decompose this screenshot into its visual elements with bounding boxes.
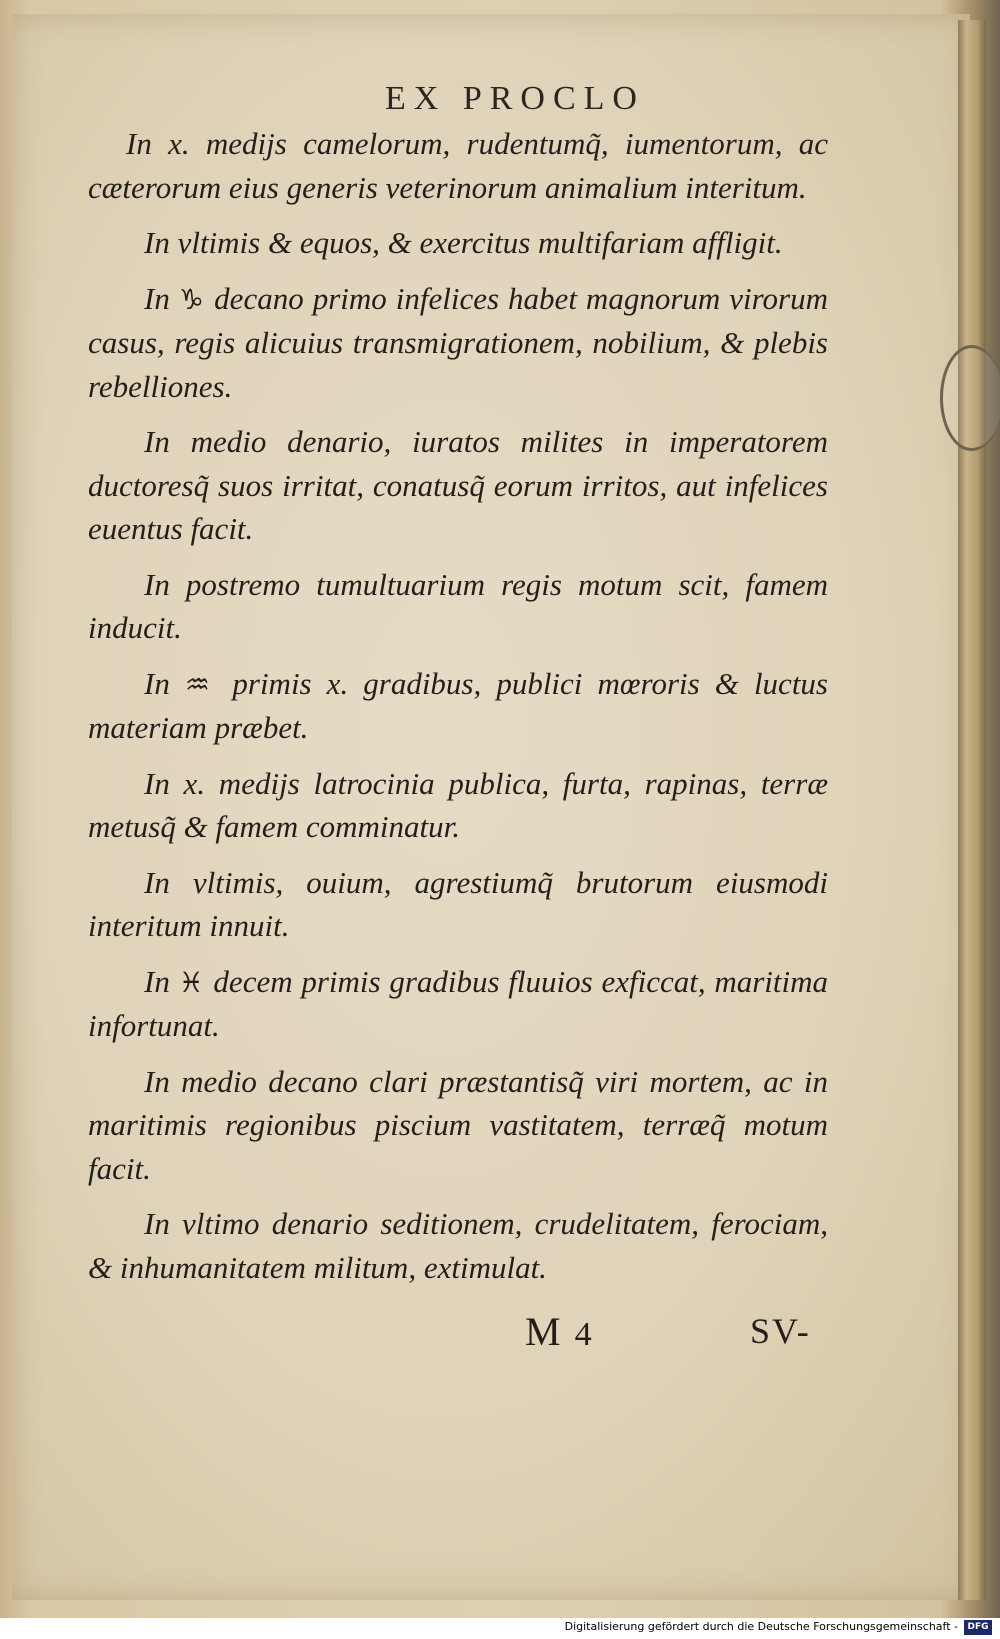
clasp-ring [940,345,1000,451]
paragraph: In vltimis & equos, & exercitus multifariam affligit. [144,225,783,260]
paragraph: In medio decano clari præstantisq̃ viri mortem, ac in maritimis regionibus piscium vastitatem, terræq̃ motum facit. [88,1063,828,1186]
body-text [88,122,828,1301]
running-title: EX PROCLO [385,80,645,117]
footer-credit: Digitalisierung gefördert durch die Deutsche Forschungsgemeinschaft - [564,1620,958,1633]
paragraph: In medio denario, iuratos milites in imperatorem ductoresq̃ suos irritat, conatusq̃ eorum irritos, aut infelices euentus facit. [88,424,828,546]
catchword: SV- [750,1311,811,1351]
capricorn-icon: ♑ [178,282,206,316]
paragraph: In postremo tumultuarium regis motum scit, famem inducit. [88,566,828,645]
signature-letter: M [525,1309,561,1354]
paragraph: In vltimo denario seditionem, crudelitatem, ferociam, & inhumanitatem militum, extimulat. [88,1206,828,1285]
signature-number: 4 [574,1316,592,1353]
digitization-footer [0,1618,1000,1639]
paragraph: In vltimis, ouium, agrestiumq̃ brutorum eiusmodi interitum innuit. [88,864,828,943]
aquarius-icon: ♒ [184,667,218,701]
book-fore-edge [958,20,986,1600]
pisces-icon: ♓ [178,965,205,999]
paragraph: In ♓ decem primis gradibus fluuios exficcat, maritima infortunat. [88,963,829,1043]
paragraph: In x. medijs camelorum, rudentumq̃, iumentorum, ac cæterorum eius generis veterinorum animalium interitum. [88,126,828,205]
paragraph: In ♑ decano primo infelices habet magnorum virorum casus, regis alicuius transmigrationem, nobilium, & plebis rebelliones. [88,280,828,404]
dfg-logo: DFG [964,1620,992,1635]
signature-mark [525,1308,592,1355]
paragraph: In ♒ primis x. gradibus, publici mœroris & luctus materiam præbet. [88,665,828,745]
paragraph: In x. medijs latrocinia publica, furta, rapinas, terræ metusq̃ & famem comminatur. [88,765,828,844]
